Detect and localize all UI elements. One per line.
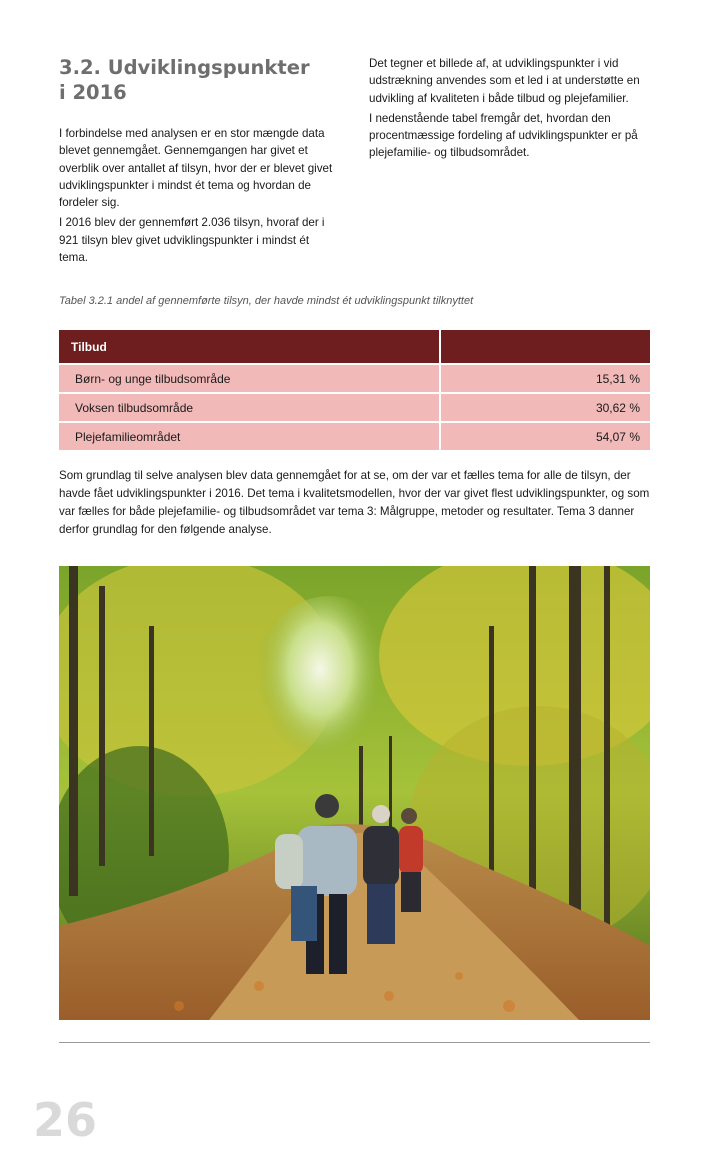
left-paragraph-2: I 2016 blev der gennemført 2.036 tilsyn, hvoraf der i 921 tilsyn blev givet udviklingspunkter i mindst ét tema.	[59, 216, 325, 265]
right-paragraph-1: Det tegner et billede af, at udviklingspunkter i vid udstrækning anvendes som et led i at understøtte en udvikling af kvaliteten i både tilbud og plejefamilier.	[369, 57, 640, 105]
table-row	[59, 364, 650, 393]
row-value: 54,07 %	[440, 422, 650, 450]
left-text-column	[59, 125, 341, 269]
section-heading	[59, 55, 349, 105]
row-value: 15,31 %	[440, 364, 650, 393]
table-header-value	[440, 330, 650, 364]
right-paragraph-2: I nedenstående tabel fremgår det, hvordan den procentmæssige fordeling af udviklingspunkter er på plejefamilie- og tilbudsområdet.	[369, 111, 638, 160]
section-heading-line-1: 3.2. Udviklingspunkter	[59, 56, 310, 79]
left-paragraph-1: I forbindelse med analysen er en stor mængde data blevet gennemgået. Gennemgangen har givet et overblik over antallet af tilsyn, hvor der er blevet givet udviklingspunkter i mindst ét tema og hvordan de fordeler sig.	[59, 127, 333, 210]
page-number: 26	[33, 1093, 98, 1147]
analysis-paragraph: Som grundlag til selve analysen blev data gennemgået for at se, om der var et fælles tema for alle de tilsyn, der havde fået udviklingspunkter i 2016. Det tema i kvalitetsmodellen, hvor der var givet flest udviklingspunkter, og som var fælles for både plejefamilie- og tilbudsområdet var tema 3: Målgruppe, metoder og resultater. Tema 3 danner derfor grundlag for den følgende analyse.	[59, 469, 650, 536]
footer-rule	[59, 1042, 650, 1043]
forest-walk-photo	[59, 566, 650, 1020]
table-row	[59, 422, 650, 450]
table-caption: Tabel 3.2.1 andel af gennemførte tilsyn, der havde mindst ét udviklingspunkt tilknyttet	[59, 295, 474, 307]
table-header-row	[59, 330, 650, 364]
row-label: Plejefamilieområdet	[59, 422, 440, 450]
row-label: Voksen tilbudsområde	[59, 393, 440, 422]
distribution-table	[59, 330, 650, 450]
row-value: 30,62 %	[440, 393, 650, 422]
table-row	[59, 393, 650, 422]
row-label: Børn- og unge tilbudsområde	[59, 364, 440, 393]
right-text-column	[369, 55, 653, 165]
table-header-tilbud: Tilbud	[59, 330, 440, 364]
section-heading-line-2: i 2016	[59, 81, 127, 104]
